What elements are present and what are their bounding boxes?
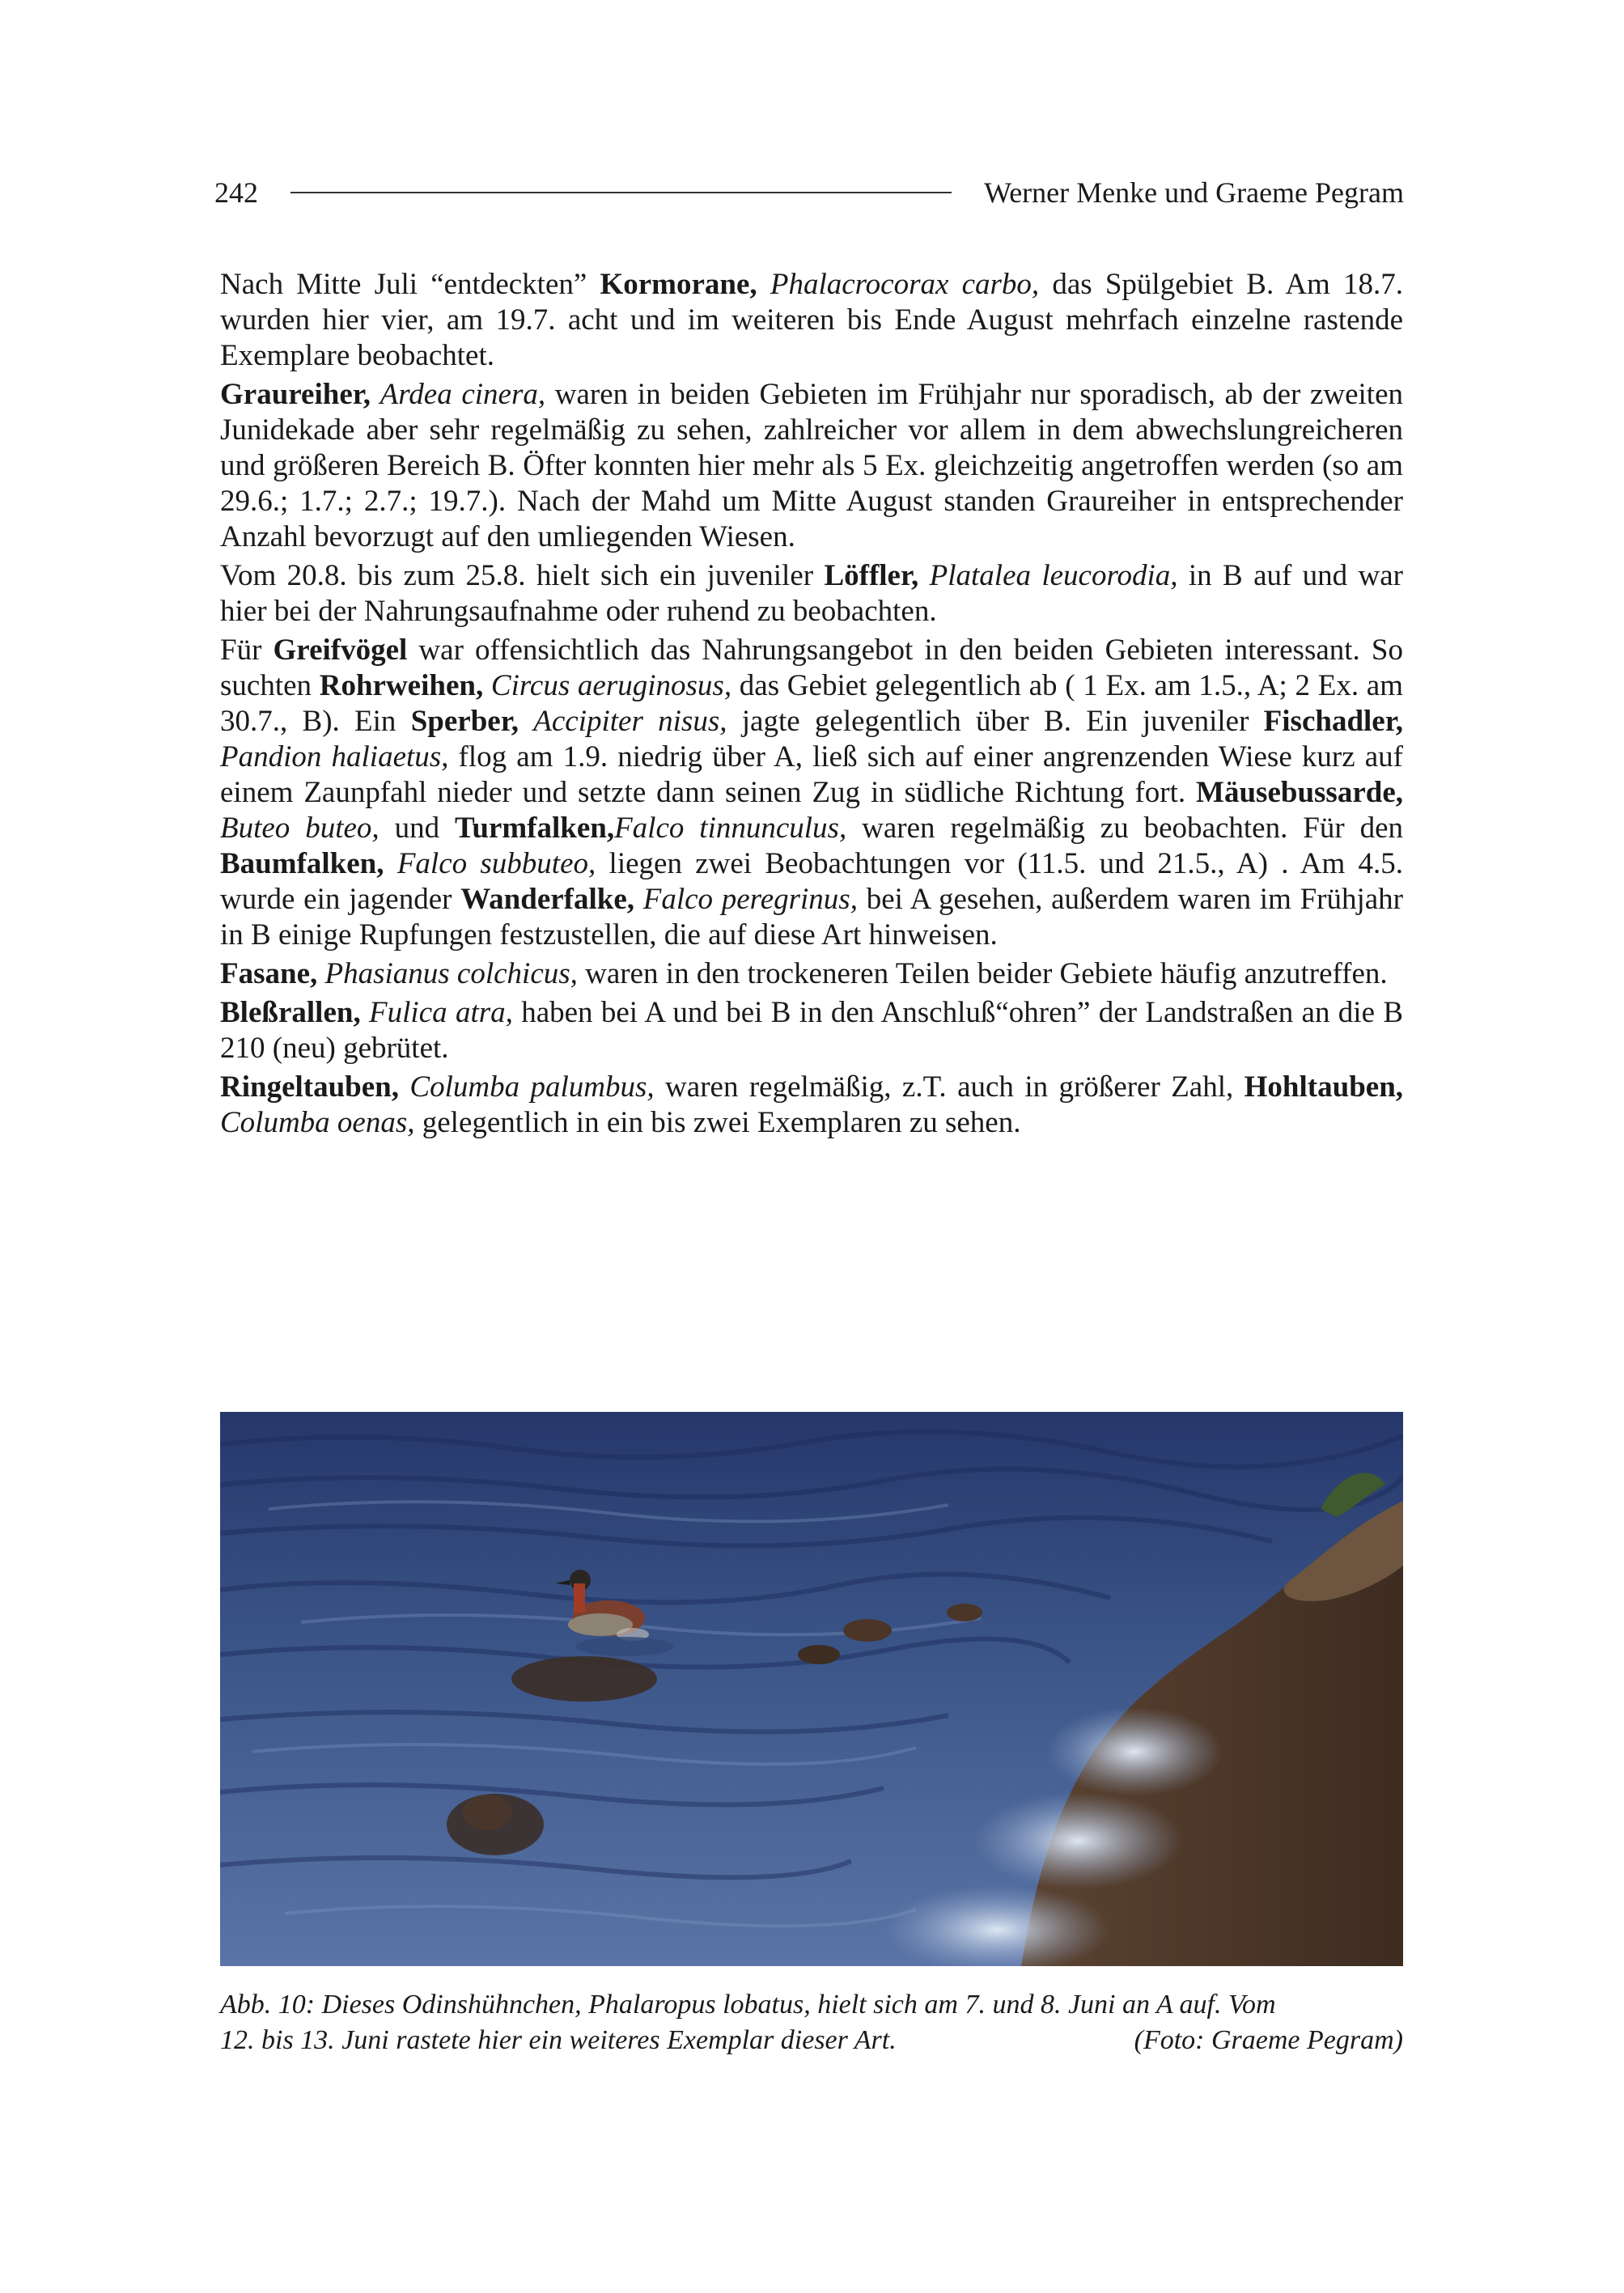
species-name: Graureiher,: [220, 378, 371, 411]
text-run: [634, 883, 643, 916]
species-name: Baumfalken,: [220, 847, 384, 880]
species-name: Rohrweihen,: [319, 669, 484, 702]
text-run: jagte gelegentlich über B. Ein juveniler: [727, 705, 1264, 738]
scientific-name: Falco peregrinus,: [642, 883, 858, 916]
species-name: Ringeltauben,: [220, 1070, 400, 1104]
paragraph: [220, 1070, 1403, 1141]
text-run: war offensichtlich das Nahrungsangebot in den beiden Gebieten interessant. So suchten: [220, 634, 1403, 702]
text-run: haben bei A und bei B in den Anschluß“ohren” der Landstraßen an die B 210 (neu) gebrütet.: [220, 996, 1403, 1065]
page-number: 242: [214, 176, 258, 209]
scientific-name: Platalea leucorodia,: [929, 559, 1178, 592]
species-name: Mäusebussarde,: [1196, 776, 1403, 809]
text-run: [399, 1070, 409, 1104]
paragraph: [220, 377, 1403, 555]
text-run: bei A gesehen, außerdem waren im Frühjahr in B einige Rupfungen festzustellen, die auf diese Art hinweisen.: [220, 883, 1403, 952]
text-run: und: [379, 812, 456, 845]
species-name: Fasane,: [220, 957, 318, 990]
caption-line-2: [220, 2023, 1403, 2058]
species-name: Kormorane,: [600, 268, 757, 301]
scientific-name: Columba oenas,: [220, 1106, 415, 1139]
text-run: waren regelmäßig zu beobachten. Für den: [846, 812, 1404, 845]
text-run: [757, 268, 770, 301]
scientific-name: Ardea cinera,: [379, 378, 546, 411]
page-header: [214, 172, 1404, 214]
text-run: Vom 20.8. bis zum 25.8. hielt sich ein juveniler: [220, 559, 825, 592]
text-run: [519, 705, 533, 738]
text-run: waren regelmäßig, z.T. auch in größerer Zahl,: [654, 1070, 1245, 1104]
species-name: Turmfalken,: [455, 812, 615, 845]
scientific-name: Accipiter nisus,: [533, 705, 727, 738]
text-run: [384, 847, 397, 880]
caption-text: 12. bis 13. Juni rastete hier ein weiteres Exemplar dieser Art.: [220, 2025, 897, 2055]
text-run: Für: [220, 634, 273, 667]
text-run: gelegentlich in ein bis zwei Exemplaren zu sehen.: [414, 1106, 1021, 1139]
species-name: Wanderfalke,: [460, 883, 635, 916]
text-run: [361, 996, 369, 1029]
paragraph: [220, 267, 1403, 374]
species-name: Löffler,: [824, 559, 919, 592]
paragraph: [220, 956, 1403, 992]
scientific-name: Buteo buteo,: [220, 812, 379, 845]
species-name: Bleßrallen,: [220, 996, 361, 1029]
text-run: flog am 1.9. niedrig über A, ließ sich auf einer angrenzenden Wiese kurz auf einem Zaunpfahl nieder und setzte dann seinen Zug in südliche Richtung fort.: [220, 740, 1403, 809]
photo-image: [220, 1412, 1403, 1966]
text-run: das Spülgebiet B. Am 18.7. wurden hier vier, am 19.7. acht und im weiteren bis Ende August mehrfach einzelne rastende Exemplare beobachtet.: [220, 268, 1403, 372]
paragraph: [220, 558, 1403, 629]
paragraph: [220, 633, 1403, 953]
species-name: Hohltauben,: [1244, 1070, 1404, 1104]
text-run: [918, 559, 929, 592]
scientific-name: Fulica atra,: [369, 996, 513, 1029]
caption-line-1: Abb. 10: Dieses Odinshühnchen, Phalaropus lobatus, hielt sich am 7. und 8. Juni an A auf. Vom: [220, 1990, 1276, 2020]
text-run: [317, 957, 324, 990]
text-run: in B auf und war hier bei der Nahrungsaufnahme oder ruhend zu beobachten.: [220, 559, 1404, 628]
paragraph: [220, 995, 1403, 1066]
photo-credit: (Foto: Graeme Pegram): [1134, 2025, 1403, 2055]
scientific-name: Phasianus colchicus,: [324, 957, 578, 990]
figure-caption: [220, 1987, 1403, 2058]
text-run: waren in beiden Gebieten im Frühjahr nur sporadisch, ab der zweiten Junidekade aber sehr regelmäßig zu sehen, zahlreicher vor allem in dem abwechslungreicheren und größeren Bereich B. Öfter konnten hier mehr als 5 Ex. gleichzeitig angetroffen werden (so am 29.6.; 1.7.; 2.7.; 19.7.). Nach der Mahd um Mitte August standen Graureiher in entsprechender Anzahl bevorzugt auf den umliegenden Wiesen.: [220, 378, 1403, 553]
header-rule: [290, 192, 952, 193]
text-run: [371, 378, 380, 411]
text-run: liegen zwei Beobachtungen vor (11.5. und 21.5., A) . Am 4.5. wurde ein jagender: [220, 847, 1404, 916]
scientific-name: Columba palumbus,: [409, 1070, 655, 1104]
running-head: Werner Menke und Graeme Pegram: [984, 176, 1404, 209]
scientific-name: Falco tinnunculus,: [614, 812, 847, 845]
scientific-name: Falco subbuteo,: [396, 847, 596, 880]
scientific-name: Pandion haliaetus,: [220, 740, 449, 774]
body-text: [220, 267, 1403, 1144]
text-run: [483, 669, 491, 702]
species-name: Fischadler,: [1263, 705, 1404, 738]
species-name: Greifvögel: [273, 634, 408, 667]
text-run: das Gebiet gelegentlich ab ( 1 Ex. am 1.5., A; 2 Ex. am 30.7., B). Ein: [220, 669, 1403, 738]
scientific-name: Phalacrocorax carbo,: [770, 268, 1040, 301]
scientific-name: Circus aeruginosus,: [490, 669, 732, 702]
text-run: Nach Mitte Juli “entdeckten”: [220, 268, 600, 301]
photo-red-necked-phalarope: [220, 1412, 1403, 1966]
species-name: Sperber,: [410, 705, 519, 738]
text-run: waren in den trockeneren Teilen beider Gebiete häufig anzutreffen.: [577, 957, 1388, 990]
